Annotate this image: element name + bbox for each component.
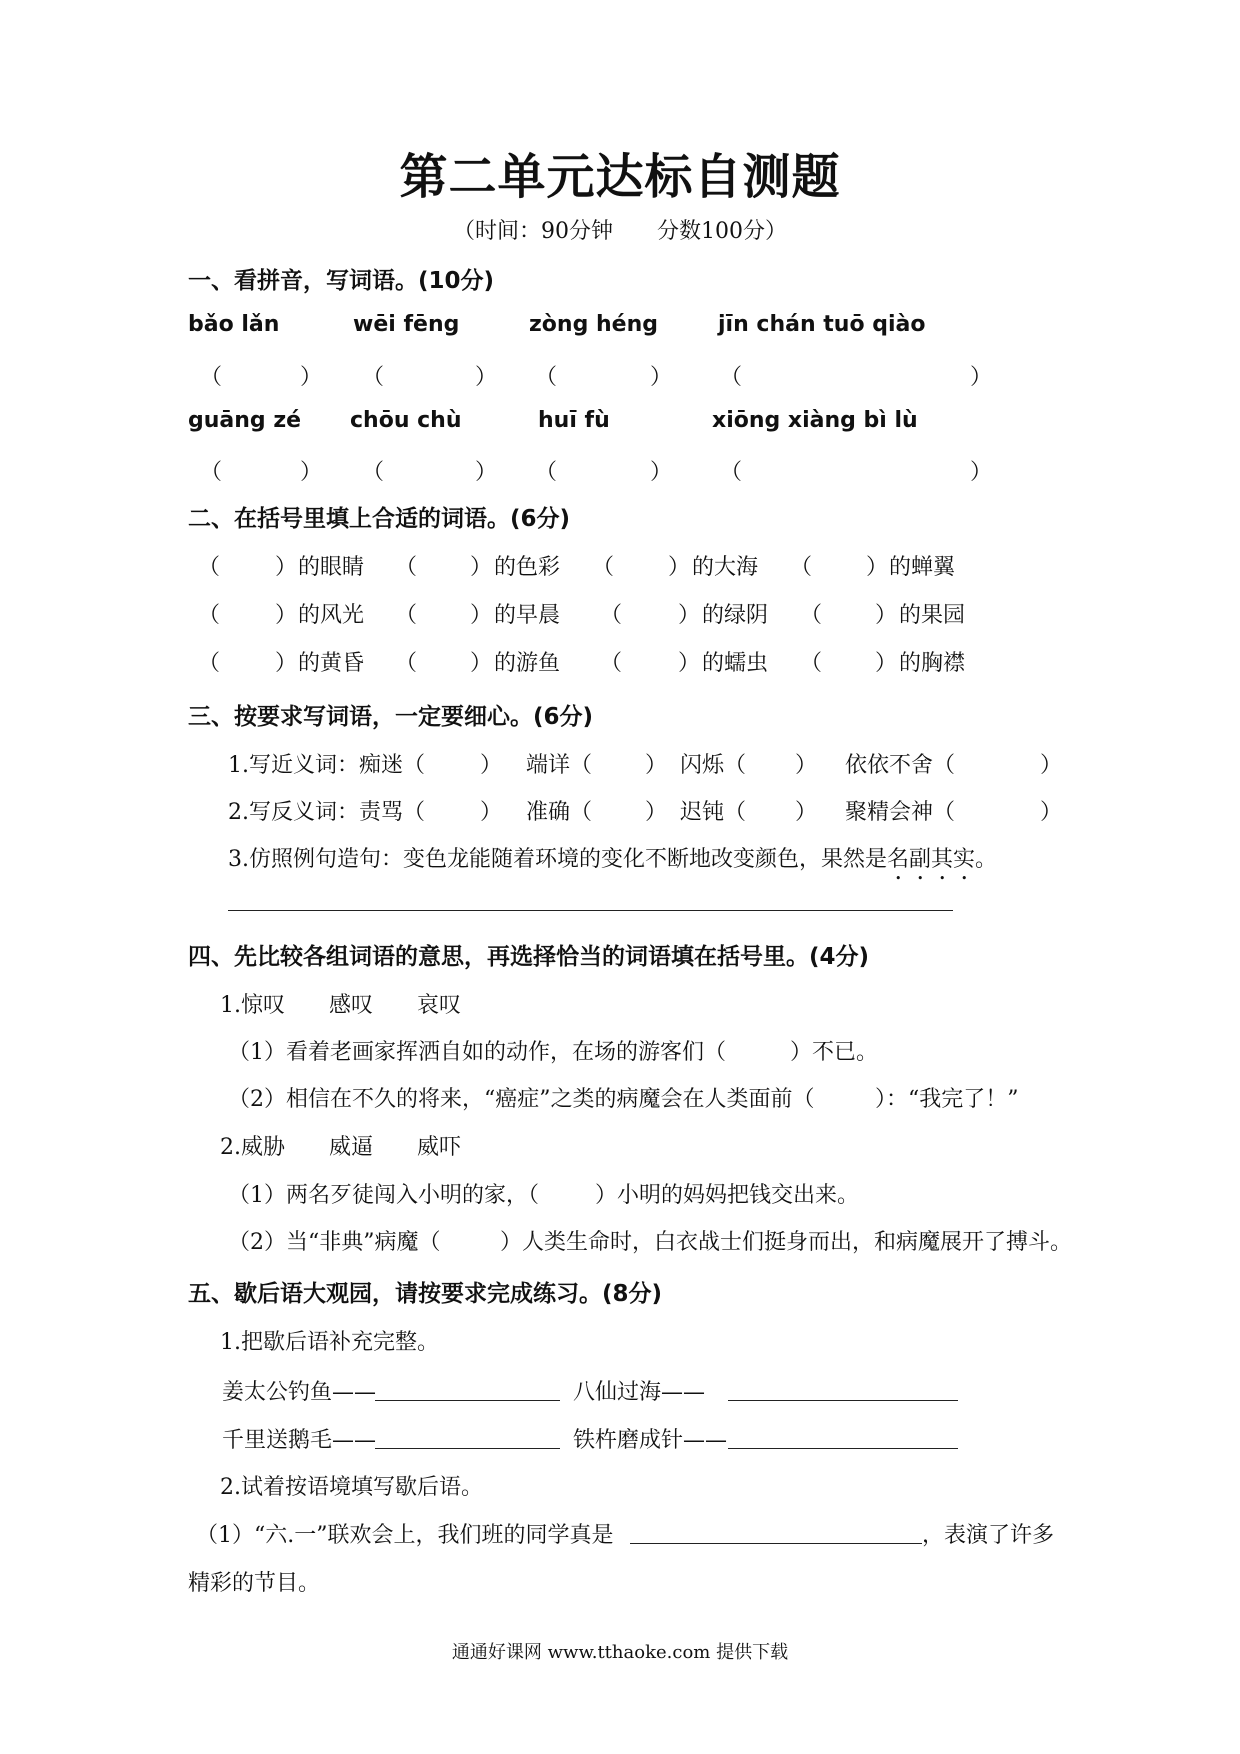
word-group-2: 2.威胁 威逼 威吓 (220, 1135, 461, 1160)
answer-line (228, 910, 953, 911)
fill-word: 的风光 (298, 603, 365, 628)
dotted-idiom: 名副其实 (887, 847, 976, 872)
xiehouyu-prompt: 铁杵磨成针—— (573, 1428, 728, 1453)
exam-info: （时间：90分钟 分数100分） (453, 219, 787, 244)
instruction: 2.试着按语境填写歇后语。 (220, 1475, 483, 1500)
section-3-heading: 三、按要求写词语，一定要细心。(6分) (188, 704, 594, 730)
footer-source: 通通好课网 www.tthaoke.com 提供下载 (451, 1642, 789, 1663)
instruction: 1.把歇后语补充完整。 (220, 1330, 439, 1355)
page-title: 第二单元达标自测题 (399, 149, 841, 205)
word-group-1: 1.惊叹 感叹 哀叹 (220, 993, 461, 1018)
pinyin-item: chōu chù (350, 408, 462, 433)
fill-word: 的胸襟 (899, 651, 966, 676)
fill-word: 的蝉翼 (889, 555, 956, 580)
pinyin-item: huī fù (538, 408, 610, 433)
context-question: （1）“六.一”联欢会上，我们班的同学真是 (196, 1523, 614, 1548)
answer-line (728, 1448, 958, 1449)
fill-word: 的眼睛 (298, 555, 365, 580)
answer-line (375, 1448, 560, 1449)
xiehouyu-prompt: 八仙过海—— (573, 1380, 706, 1405)
fill-word: 的黄昏 (298, 651, 365, 676)
section-2-heading: 二、在括号里填上合适的词语。(6分) (188, 506, 571, 532)
pinyin-item: jīn chán tuō qiào (718, 312, 926, 337)
fill-word: 的早晨 (494, 603, 561, 628)
fill-word: 的蠕虫 (702, 651, 769, 676)
answer-line (728, 1400, 958, 1401)
fill-word: 的色彩 (494, 555, 561, 580)
fill-word: 的果园 (899, 603, 966, 628)
answer-line (630, 1543, 922, 1544)
context-question-cont: ，表演了许多 (922, 1523, 1055, 1548)
section-1-heading: 一、看拼音，写词语。(10分) (188, 268, 495, 294)
section-4-heading: 四、先比较各组词语的意思，再选择恰当的词语填在括号里。(4分) (188, 944, 870, 970)
section-5-heading: 五、歇后语大观园，请按要求完成练习。(8分) (188, 1281, 663, 1307)
fill-word: 的游鱼 (494, 651, 561, 676)
answer-line (375, 1400, 560, 1401)
imitation-sentence: 3.仿照例句造句：变色龙能随着环境的变化不断地改变颜色，果然是名副其实。 (228, 847, 998, 872)
fill-word: 的绿阴 (702, 603, 769, 628)
xiehouyu-prompt: 千里送鹅毛—— (222, 1428, 377, 1453)
pinyin-item: guāng zé (188, 408, 302, 433)
pinyin-item: zòng héng (529, 312, 658, 337)
pinyin-item: bǎo lǎn (188, 312, 280, 337)
pinyin-item: wēi fēng (353, 312, 460, 337)
xiehouyu-prompt: 姜太公钓鱼—— (222, 1380, 377, 1405)
context-question-cont: 精彩的节目。 (188, 1571, 321, 1596)
pinyin-item: xiōng xiàng bì lù (712, 408, 918, 433)
fill-word: 的大海 (692, 555, 759, 580)
